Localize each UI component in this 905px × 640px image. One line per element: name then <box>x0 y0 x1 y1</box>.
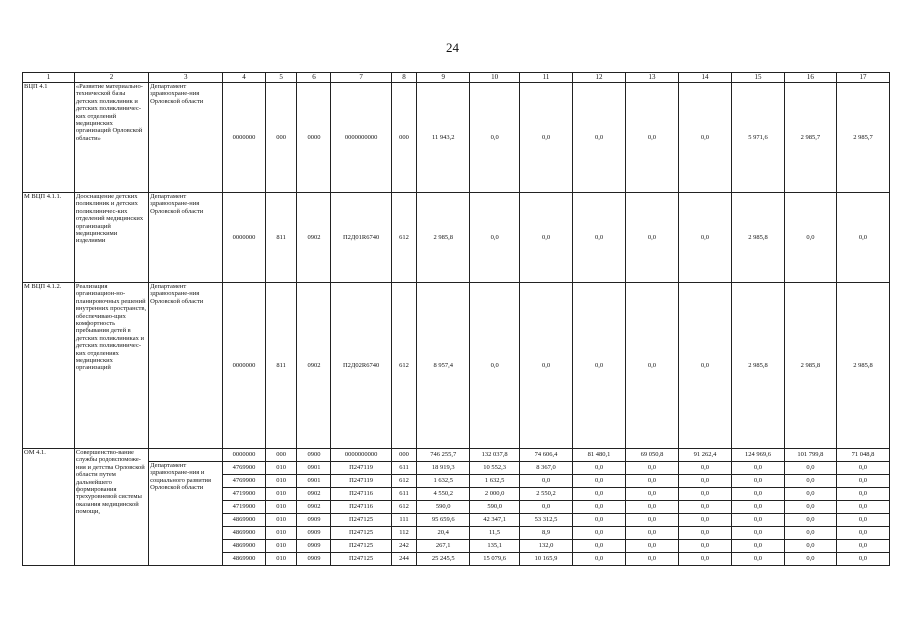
row-value: 2 985,8 <box>731 193 784 283</box>
row-value: П2Д02R6740 <box>331 283 391 449</box>
om-sub-value: 0,0 <box>784 462 836 475</box>
column-header: 10 <box>470 73 520 83</box>
column-header: 4 <box>223 73 265 83</box>
om-sub-value: 611 <box>391 462 416 475</box>
om-sub-value: П247119 <box>331 475 391 488</box>
om-sub-value: 42 347,1 <box>470 514 520 527</box>
row-name: Дооснащение детских поликлиник и детских поликлиничес-ких отделений медицинских организаций медицинскими изделиями <box>74 193 148 283</box>
om-sub-value: 2 000,0 <box>470 488 520 501</box>
row-value: 0,0 <box>626 283 679 449</box>
column-header: 7 <box>331 73 391 83</box>
om-sub-value: 20,4 <box>417 527 470 540</box>
om-sub-value: 010 <box>265 501 297 514</box>
column-header: 17 <box>836 73 889 83</box>
om-sub-value: 0,0 <box>678 501 731 514</box>
om-sub-value: 0902 <box>297 488 331 501</box>
om-sub-value: П247116 <box>331 488 391 501</box>
om-sub-value: 4869900 <box>223 553 265 566</box>
row-value: 2 985,7 <box>784 83 836 193</box>
om-sub-value: 244 <box>391 553 416 566</box>
om-sub-value: 8 367,0 <box>520 462 573 475</box>
om-sub-value: 0,0 <box>678 514 731 527</box>
row-value: 0,0 <box>626 83 679 193</box>
om-sub-value: 15 079,6 <box>470 553 520 566</box>
column-header: 5 <box>265 73 297 83</box>
row-value: 0000000 <box>223 83 265 193</box>
row-value: 0,0 <box>784 193 836 283</box>
row-value: 0,0 <box>626 193 679 283</box>
om-total-value: 000 <box>265 449 297 462</box>
om-sub-value: П247116 <box>331 501 391 514</box>
row-code: М ВЦП 4.1.2. <box>23 283 75 449</box>
om-sub-value: 0,0 <box>678 488 731 501</box>
row-executor: Департамент здравоохране-ния Орловской области <box>149 283 223 449</box>
column-header: 13 <box>626 73 679 83</box>
om-sub-value: 0,0 <box>520 475 573 488</box>
column-header: 15 <box>731 73 784 83</box>
row-value: 0000 <box>297 83 331 193</box>
row-value: 612 <box>391 283 416 449</box>
column-header: 3 <box>149 73 223 83</box>
om-sub-value: 010 <box>265 488 297 501</box>
om-total-value: 69 050,8 <box>626 449 679 462</box>
om-executor: Департамент здравоохране-ния и социального развития Орловской области <box>149 462 223 566</box>
om-sub-value: 0,0 <box>731 553 784 566</box>
om-sub-value: 53 312,5 <box>520 514 573 527</box>
row-value: 11 943,2 <box>417 83 470 193</box>
om-sub-value: 95 659,6 <box>417 514 470 527</box>
om-sub-value: 4719900 <box>223 488 265 501</box>
om-sub-value: 0,0 <box>573 527 626 540</box>
om-sub-value: 0,0 <box>784 501 836 514</box>
om-sub-value: П247119 <box>331 462 391 475</box>
table-row <box>23 283 890 449</box>
om-sub-value: 0,0 <box>731 488 784 501</box>
om-sub-value: 132,0 <box>520 540 573 553</box>
om-sub-value: 0,0 <box>784 527 836 540</box>
om-sub-value: 0,0 <box>784 488 836 501</box>
om-sub-value: 0909 <box>297 514 331 527</box>
om-sub-value: П247125 <box>331 540 391 553</box>
row-executor: Департамент здравоохране-ния Орловской области <box>149 193 223 283</box>
column-header: 8 <box>391 73 416 83</box>
row-value: 000 <box>265 83 297 193</box>
row-value: 0,0 <box>520 283 573 449</box>
om-sub-value: 0,0 <box>731 475 784 488</box>
row-value: 2 985,8 <box>731 283 784 449</box>
row-value: 811 <box>265 283 297 449</box>
row-name: Реализация организацион-но-планировочных решений внутренних пространств, обеспечиваю-щих комфортность пребывания детей в детских поликлиниках и детских поликлиничес-ких отделениях медицинских организаций <box>74 283 148 449</box>
om-sub-value: 10 552,3 <box>470 462 520 475</box>
row-value: 0,0 <box>470 83 520 193</box>
om-sub-value: 4 550,2 <box>417 488 470 501</box>
om-sub-value: 0902 <box>297 501 331 514</box>
row-value: 0,0 <box>520 193 573 283</box>
row-value: 0,0 <box>836 193 889 283</box>
om-sub-value: 0901 <box>297 462 331 475</box>
table-row <box>23 462 890 475</box>
column-header: 14 <box>678 73 731 83</box>
om-sub-value: 0,0 <box>784 514 836 527</box>
om-total-value: 0000000000 <box>331 449 391 462</box>
om-sub-value: 0,0 <box>626 514 679 527</box>
om-sub-value: 0,0 <box>678 475 731 488</box>
om-sub-value: 0,0 <box>573 475 626 488</box>
om-sub-value: 112 <box>391 527 416 540</box>
om-sub-value: 611 <box>391 488 416 501</box>
om-sub-value: П247125 <box>331 514 391 527</box>
om-sub-value: 0,0 <box>626 475 679 488</box>
om-sub-value: 612 <box>391 475 416 488</box>
om-sub-value: 4769900 <box>223 462 265 475</box>
column-header: 2 <box>74 73 148 83</box>
table-row <box>23 83 890 193</box>
om-sub-value: 4869900 <box>223 540 265 553</box>
row-value: 0000000 <box>223 193 265 283</box>
om-sub-value: 010 <box>265 514 297 527</box>
om-sub-value: 0,0 <box>731 462 784 475</box>
column-header: 12 <box>573 73 626 83</box>
row-value: 0000000000 <box>331 83 391 193</box>
om-sub-value: 0,0 <box>784 540 836 553</box>
om-sub-value: 010 <box>265 462 297 475</box>
om-sub-value: 4869900 <box>223 514 265 527</box>
om-sub-value: 0,0 <box>626 553 679 566</box>
om-sub-value: 0,0 <box>836 553 889 566</box>
om-sub-value: 0,0 <box>626 462 679 475</box>
row-value: 0902 <box>297 283 331 449</box>
om-sub-value: 0,0 <box>678 462 731 475</box>
row-value: П2Д01R6740 <box>331 193 391 283</box>
om-sub-value: 0,0 <box>836 514 889 527</box>
row-value: 612 <box>391 193 416 283</box>
om-sub-value: 8,9 <box>520 527 573 540</box>
om-sub-value: 25 245,5 <box>417 553 470 566</box>
om-sub-value: 1 632,5 <box>417 475 470 488</box>
om-code: ОМ 4.1. <box>23 449 75 566</box>
row-value: 0,0 <box>470 193 520 283</box>
row-value: 2 985,7 <box>836 83 889 193</box>
om-total-value: 000 <box>391 449 416 462</box>
om-total-value: 0000000 <box>223 449 265 462</box>
om-total-value: 132 037,8 <box>470 449 520 462</box>
om-sub-value: 0,0 <box>678 553 731 566</box>
row-code: ВЦП 4.1 <box>23 83 75 193</box>
om-sub-value: 0,0 <box>836 527 889 540</box>
om-sub-value: 10 165,9 <box>520 553 573 566</box>
om-sub-value: 0,0 <box>626 527 679 540</box>
om-total-value: 71 048,8 <box>836 449 889 462</box>
om-sub-value: 010 <box>265 527 297 540</box>
om-sub-value: 010 <box>265 475 297 488</box>
row-value: 2 985,8 <box>836 283 889 449</box>
row-value: 0,0 <box>678 83 731 193</box>
om-sub-value: 0,0 <box>573 501 626 514</box>
om-sub-value: 0,0 <box>836 488 889 501</box>
row-value: 811 <box>265 193 297 283</box>
om-sub-value: 0,0 <box>836 540 889 553</box>
om-total-value: 91 262,4 <box>678 449 731 462</box>
om-total-value: 0900 <box>297 449 331 462</box>
om-sub-value: 0909 <box>297 540 331 553</box>
row-value: 0,0 <box>470 283 520 449</box>
row-value: 0,0 <box>573 193 626 283</box>
row-name: «Развитие материально-технической базы детских поликлиник и детских поликлиничес-ких отделений медицинских организаций Орловской области» <box>74 83 148 193</box>
row-executor: Департамент здравоохране-ния Орловской области <box>149 83 223 193</box>
om-sub-value: 135,1 <box>470 540 520 553</box>
row-value: 0,0 <box>520 83 573 193</box>
row-value: 0,0 <box>573 83 626 193</box>
om-sub-value: 0,0 <box>731 527 784 540</box>
om-sub-value: 0,0 <box>784 553 836 566</box>
om-sub-value: 0909 <box>297 553 331 566</box>
table-row <box>23 449 890 462</box>
om-sub-value: 4719900 <box>223 501 265 514</box>
row-value: 0000000 <box>223 283 265 449</box>
om-sub-value: 4769900 <box>223 475 265 488</box>
om-sub-value: 0,0 <box>573 462 626 475</box>
om-sub-value: 1 632,5 <box>470 475 520 488</box>
om-total-value: 81 480,1 <box>573 449 626 462</box>
row-value: 0902 <box>297 193 331 283</box>
om-sub-value: 0,0 <box>731 540 784 553</box>
om-total-value: 74 606,4 <box>520 449 573 462</box>
row-value: 0,0 <box>678 283 731 449</box>
om-sub-value: 111 <box>391 514 416 527</box>
column-header: 11 <box>520 73 573 83</box>
om-sub-value: 590,0 <box>470 501 520 514</box>
row-value: 5 971,6 <box>731 83 784 193</box>
om-total-value: 101 799,8 <box>784 449 836 462</box>
om-sub-value: 0,0 <box>836 462 889 475</box>
table-row <box>23 193 890 283</box>
column-header: 16 <box>784 73 836 83</box>
om-name: Совершенство-вание службы родовспоможе-ния и детства Орловской области путем дальнейшего формирования трехуровневой системы оказания медицинской помощи, <box>74 449 148 566</box>
om-sub-value: 0,0 <box>573 553 626 566</box>
om-executor-blank <box>149 449 223 462</box>
om-total-value: 124 969,6 <box>731 449 784 462</box>
om-sub-value: 010 <box>265 540 297 553</box>
om-sub-value: 0,0 <box>731 514 784 527</box>
om-sub-value: 0,0 <box>626 488 679 501</box>
om-sub-value: 0,0 <box>731 501 784 514</box>
row-value: 2 985,8 <box>784 283 836 449</box>
header-row <box>23 73 890 83</box>
budget-table <box>22 72 890 566</box>
om-sub-value: 0,0 <box>836 475 889 488</box>
om-sub-value: 0,0 <box>573 514 626 527</box>
row-value: 0,0 <box>678 193 731 283</box>
om-sub-value: 0,0 <box>836 501 889 514</box>
om-sub-value: 0,0 <box>573 540 626 553</box>
om-sub-value: 0,0 <box>626 501 679 514</box>
om-sub-value: 0,0 <box>573 488 626 501</box>
column-header: 6 <box>297 73 331 83</box>
om-sub-value: 0,0 <box>678 527 731 540</box>
om-sub-value: 2 550,2 <box>520 488 573 501</box>
om-sub-value: 0,0 <box>678 540 731 553</box>
om-sub-value: 11,5 <box>470 527 520 540</box>
om-sub-value: 0909 <box>297 527 331 540</box>
om-sub-value: П247125 <box>331 527 391 540</box>
om-sub-value: 0,0 <box>626 540 679 553</box>
om-sub-value: 4869900 <box>223 527 265 540</box>
column-header: 1 <box>23 73 75 83</box>
row-value: 0,0 <box>573 283 626 449</box>
om-sub-value: 0901 <box>297 475 331 488</box>
om-sub-value: 18 919,3 <box>417 462 470 475</box>
row-code: М ВЦП 4.1.1. <box>23 193 75 283</box>
column-header: 9 <box>417 73 470 83</box>
om-sub-value: 010 <box>265 553 297 566</box>
om-sub-value: 242 <box>391 540 416 553</box>
om-sub-value: 612 <box>391 501 416 514</box>
om-sub-value: 590,0 <box>417 501 470 514</box>
om-sub-value: 267,1 <box>417 540 470 553</box>
om-sub-value: П247125 <box>331 553 391 566</box>
om-total-value: 746 255,7 <box>417 449 470 462</box>
page-number: 24 <box>446 40 459 55</box>
row-value: 2 985,8 <box>417 193 470 283</box>
row-value: 8 957,4 <box>417 283 470 449</box>
om-sub-value: 0,0 <box>520 501 573 514</box>
row-value: 000 <box>391 83 416 193</box>
om-sub-value: 0,0 <box>784 475 836 488</box>
